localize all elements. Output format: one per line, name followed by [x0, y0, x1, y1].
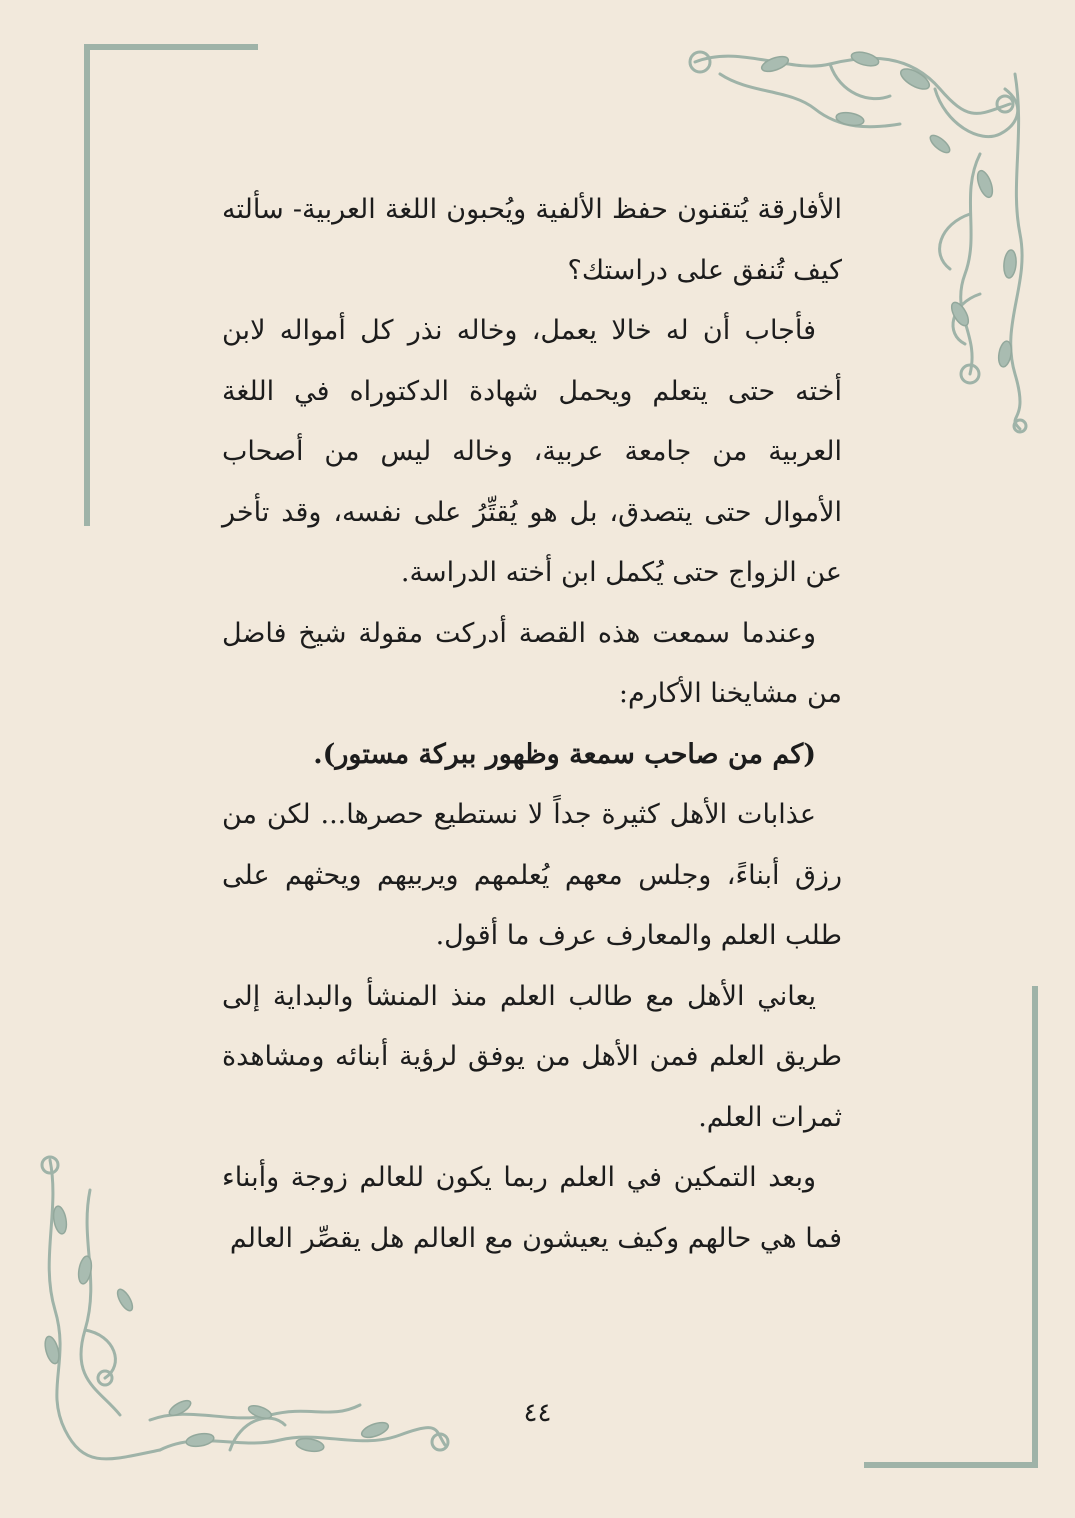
page-body-text — [222, 180, 842, 1269]
paragraph: عذابات الأهل كثيرة جداً لا نستطيع حصرها... لكن من رزق أبناءً، وجلس معهم يُعلمهم ويربيهم ويحثهم على طلب العلم والمعارف عرف ما أقول. — [222, 799, 842, 951]
paragraph: فأجاب أن له خالا يعمل، وخاله نذر كل أمواله لابن أخته حتى يتعلم ويحمل شهادة الدكتوراه في اللغة العربية من جامعة عربية، وخاله ليس من أصحاب الأموال حتى يتصدق، بل هو يُقتِّرُ على نفسه، وقد تأخر عن الزواج حتى يُكمل ابن أخته الدراسة. — [222, 315, 842, 588]
quoted-saying: (كم من صاحب سمعة وظهور ببركة مستور). — [313, 738, 816, 770]
paragraph-continuation: الأفارقة يُتقنون حفظ الألفية ويُحبون اللغة العربية- سألته كيف تُنفق على دراستك؟ — [222, 194, 842, 286]
paragraph: يعاني الأهل مع طالب العلم منذ المنشأ والبداية إلى طريق العلم فمن الأهل من يوفق لرؤية أبنائه ومشاهدة ثمرات العلم. — [222, 980, 842, 1133]
page-number: ٤٤ — [523, 1398, 552, 1428]
paragraph: وعندما سمعت هذه القصة أدركت مقولة شيخ فاضل من مشايخنا الأكارم: — [222, 617, 842, 709]
frame-corner-bottom-right — [864, 986, 1038, 1468]
paragraph: وبعد التمكين في العلم ربما يكون للعالم زوجة وأبناء فما هي حالهم وكيف يعيشون مع العالم هل يقصِّر العالم — [222, 1162, 842, 1254]
